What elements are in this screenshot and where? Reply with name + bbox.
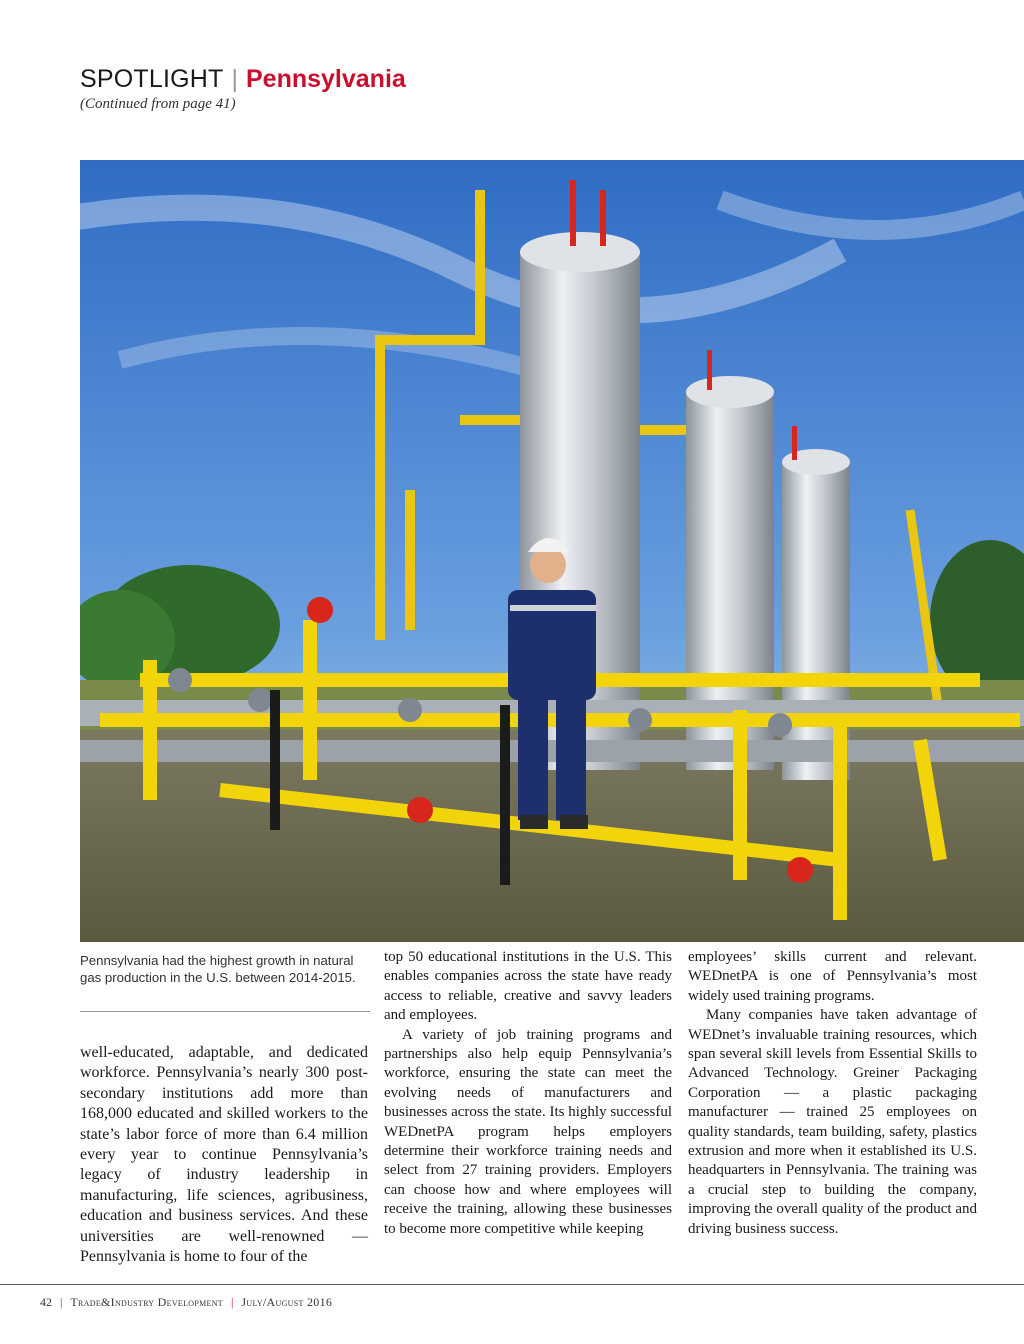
- page-number: 42: [40, 1295, 52, 1309]
- continued-note: (Continued from page 41): [80, 96, 236, 112]
- publication-name: Trade&Industry Development: [70, 1295, 223, 1309]
- column-2-paragraph-2: A variety of job training programs and partnerships also help equip Pennsylvania’s workforce, ensuring the state can meet the evolving needs of manufacturers and businesses across the state. Its highly successful WEDnetPA program helps employers determine their workforce training needs and select from 27 training providers. Employers can choose how and where employees will receive the training, allowing these businesses to become more competitive while keeping: [384, 1026, 672, 1237]
- article-column-2: [384, 948, 672, 1239]
- column-1-paragraph: well-educated, adaptable, and dedicated workforce. Pennsylvania’s nearly 300 post-secondary institutions add more than 168,000 educated and skilled workers to the state’s labor force of more than 6.4 million every year to continue Pennsylvania’s legacy of industry leadership in manufacturing, life sciences, agribusiness, education and business services. And these universities are well-renowned — Pennsylvania is home to four of the: [80, 1044, 368, 1266]
- page-header: [80, 64, 680, 113]
- article-column-3: [688, 948, 977, 1239]
- section-label: SPOTLIGHT: [80, 65, 224, 93]
- issue-date: July/August 2016: [241, 1295, 333, 1309]
- heading-divider: |: [231, 65, 238, 93]
- photo-caption: Pennsylvania had the highest growth in natural gas production in the U.S. between 2014-2015.: [80, 953, 356, 985]
- natural-gas-plant-photo: [80, 160, 1024, 942]
- column-3-paragraph-1: employees’ skills current and relevant. WEDnetPA is one of Pennsylvania’s most widely used training programs.: [688, 949, 977, 1004]
- column-3-paragraph-2: Many companies have taken advantage of WEDnet’s invaluable training resources, which span several skill levels from Essential Skills to Advanced Technology. Greiner Packaging Corporation — a plastic packaging manufacturer — trained 25 employees on quality standards, team building, safety, plastics extrusion and more when it established its U.S. headquarters in Pennsylvania. The training was a crucial step to building the company, improving the overall quality of the product and driving business success.: [688, 1007, 977, 1237]
- footer-divider: [0, 1284, 1024, 1285]
- footer-separator-2: |: [230, 1295, 234, 1309]
- state-name: Pennsylvania: [246, 65, 406, 93]
- article-column-1: [80, 1043, 368, 1267]
- caption-divider: [80, 1011, 370, 1012]
- page-footer: [40, 1295, 332, 1310]
- footer-separator-1: |: [60, 1295, 63, 1309]
- section-heading: [80, 64, 680, 94]
- column-2-paragraph-1: top 50 educational institutions in the U.S. This enables companies across the state have ready access to reliable, creative and savvy leaders and employees.: [384, 949, 672, 1024]
